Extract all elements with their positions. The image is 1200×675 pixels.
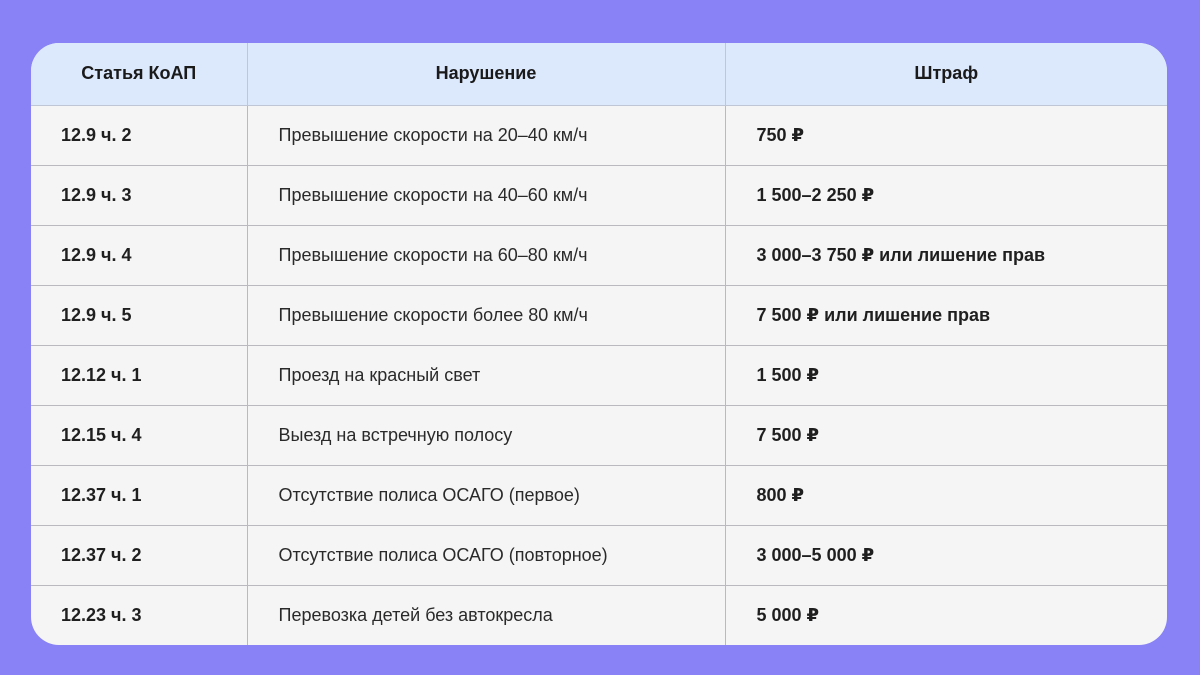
- fine-cell: 800 ₽: [725, 465, 1167, 525]
- fines-table-card: [31, 43, 1167, 645]
- fine-cell: 3 000–5 000 ₽: [725, 525, 1167, 585]
- violation-cell: Превышение скорости на 60–80 км/ч: [247, 225, 725, 285]
- header-violation: Нарушение: [247, 43, 725, 105]
- header-fine: Штраф: [725, 43, 1167, 105]
- violation-cell: Отсутствие полиса ОСАГО (первое): [247, 465, 725, 525]
- article-cell: 12.9 ч. 4: [31, 225, 247, 285]
- table-row: [31, 165, 1167, 225]
- header-article: Статья КоАП: [31, 43, 247, 105]
- article-cell: 12.23 ч. 3: [31, 585, 247, 645]
- fine-cell: 3 000–3 750 ₽ или лишение прав: [725, 225, 1167, 285]
- article-cell: 12.37 ч. 2: [31, 525, 247, 585]
- article-cell: 12.9 ч. 3: [31, 165, 247, 225]
- header-row: [31, 43, 1167, 105]
- violation-cell: Превышение скорости на 40–60 км/ч: [247, 165, 725, 225]
- violation-cell: Выезд на встречную полосу: [247, 405, 725, 465]
- table-row: [31, 405, 1167, 465]
- violation-cell: Превышение скорости более 80 км/ч: [247, 285, 725, 345]
- fine-cell: 1 500 ₽: [725, 345, 1167, 405]
- fine-cell: 5 000 ₽: [725, 585, 1167, 645]
- violation-cell: Превышение скорости на 20–40 км/ч: [247, 105, 725, 165]
- fine-cell: 1 500–2 250 ₽: [725, 165, 1167, 225]
- table-row: [31, 465, 1167, 525]
- table-row: [31, 225, 1167, 285]
- fine-cell: 7 500 ₽ или лишение прав: [725, 285, 1167, 345]
- table-header: [31, 43, 1167, 105]
- table-row: [31, 105, 1167, 165]
- table-body: [31, 105, 1167, 645]
- violation-cell: Проезд на красный свет: [247, 345, 725, 405]
- article-cell: 12.15 ч. 4: [31, 405, 247, 465]
- violation-cell: Перевозка детей без автокресла: [247, 585, 725, 645]
- table-row: [31, 345, 1167, 405]
- fine-cell: 750 ₽: [725, 105, 1167, 165]
- fine-cell: 7 500 ₽: [725, 405, 1167, 465]
- fines-table: [31, 43, 1167, 645]
- table-row: [31, 285, 1167, 345]
- article-cell: 12.9 ч. 2: [61, 124, 132, 145]
- article-cell: 12.9 ч. 5: [31, 285, 247, 345]
- table-row: [31, 585, 1167, 645]
- article-cell: 12.12 ч. 1: [31, 345, 247, 405]
- article-cell: 12.37 ч. 1: [31, 465, 247, 525]
- violation-cell: Отсутствие полиса ОСАГО (повторное): [247, 525, 725, 585]
- table-row: [31, 525, 1167, 585]
